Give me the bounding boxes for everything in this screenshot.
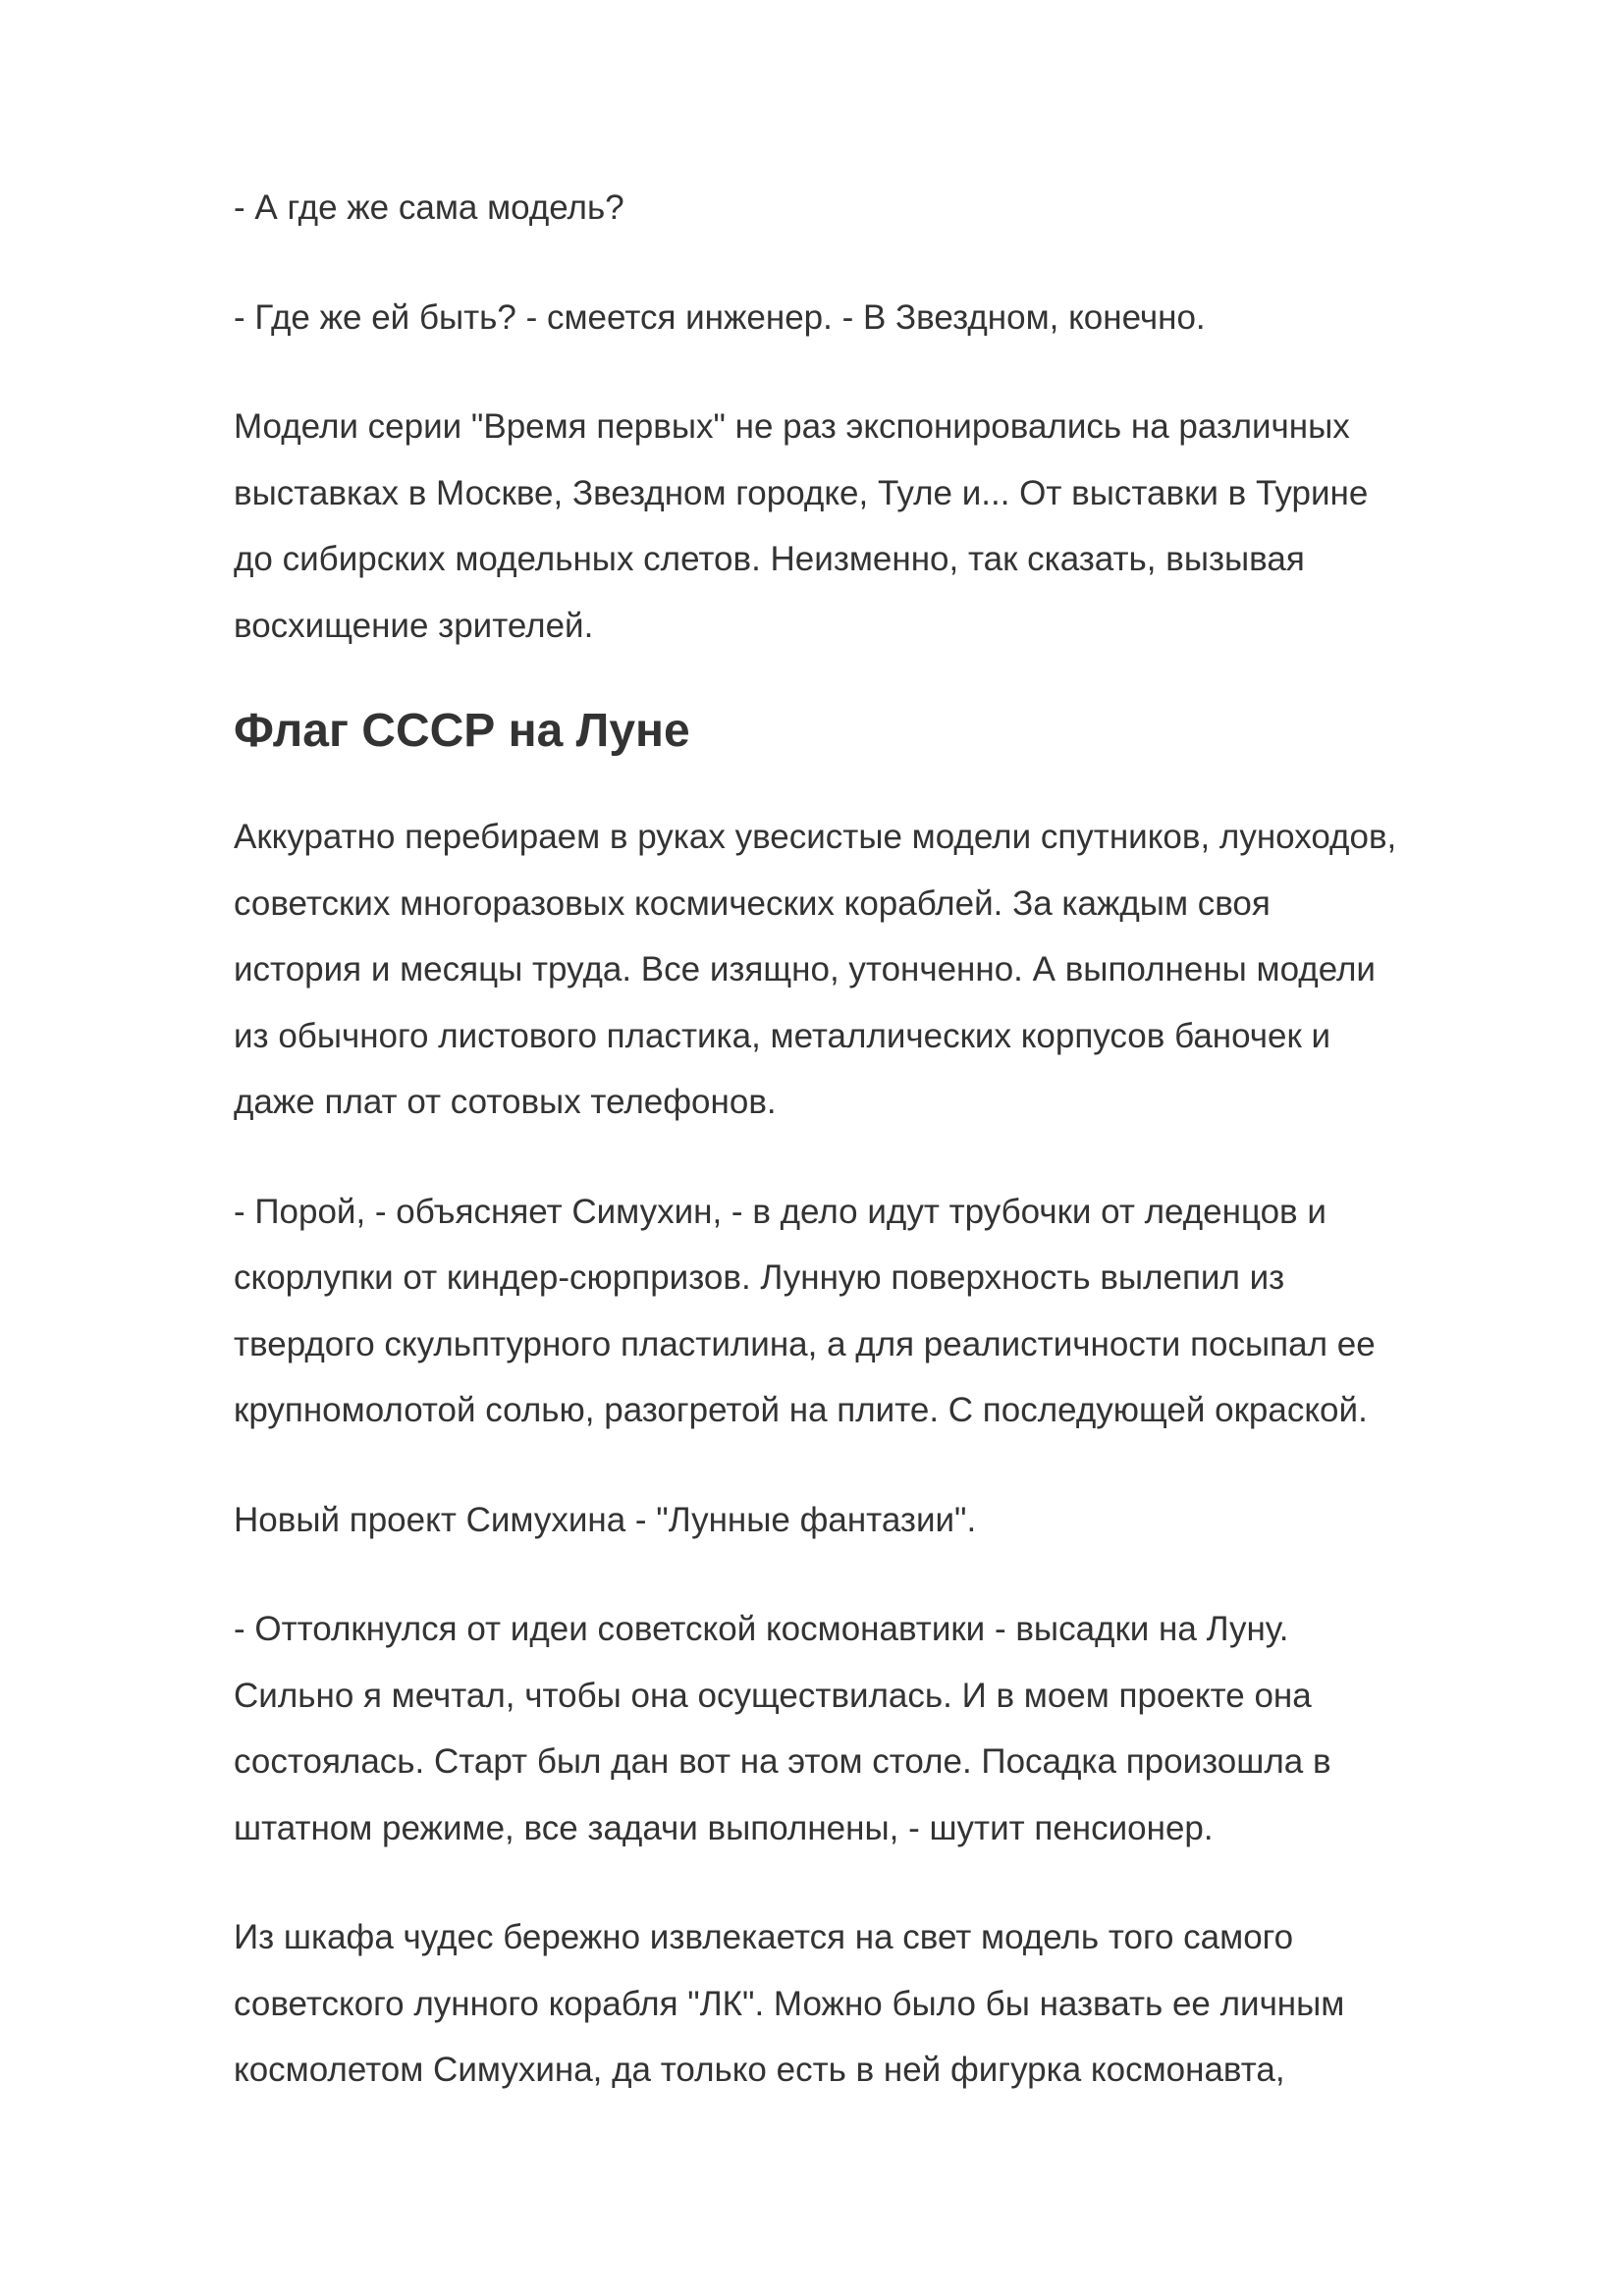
text-line: даже плат от сотовых телефонов. [234, 1083, 777, 1121]
text-line: советских многоразовых космических кораблей. За каждым своя [234, 883, 1271, 923]
section-heading: Флаг СССР на Луне [234, 705, 690, 757]
paragraph-materials [234, 1179, 1530, 1444]
text-line: - Оттолкнулся от идеи советской космонавтики - высадки на Луну. [234, 1610, 1289, 1648]
text-line: до сибирских модельных слетов. Неизменно, так сказать, вызывая [234, 540, 1305, 578]
text-line: история и месяцы труда. Все изящно, утонченно. А выполнены модели [234, 950, 1376, 988]
text-line: восхищение зрителей. [234, 606, 594, 645]
text-line: космолетом Симухина, да только есть в ней фигурка космонавта, [234, 2051, 1285, 2089]
text-line: Новый проект Симухина - "Лунные фантазии". [234, 1500, 977, 1539]
paragraph-answer [234, 285, 1530, 351]
paragraph-exhibitions [234, 394, 1530, 659]
paragraph-question [234, 175, 1530, 241]
text-line: Из шкафа чудес бережно извлекается на свет модель того самого [234, 1918, 1294, 1956]
text-line: советского лунного корабля "ЛК". Можно было бы назвать ее личным [234, 1984, 1345, 2023]
text-line: - Где же ей быть? - смеется инженер. - В Звездном, конечно. [234, 297, 1206, 337]
text-line: - Порой, - объясняет Симухин, - в дело идут трубочки от леденцов и [234, 1192, 1326, 1231]
text-line: штатном режиме, все задачи выполнены, - шутит пенсионер. [234, 1808, 1214, 1847]
text-line: выставках в Москве, Звездном городке, Туле и... От выставки в Турине [234, 473, 1369, 512]
text-line: Сильно я мечтал, чтобы она осуществилась. И в моем проекте она [234, 1676, 1312, 1715]
text-line: - А где же сама модель? [234, 188, 624, 227]
text-line: твердого скульптурного пластилина, а для реалистичности посыпал ее [234, 1324, 1376, 1363]
text-line: состоялась. Старт был дан вот на этом столе. Посадка произошла в [234, 1742, 1331, 1781]
text-line: скорлупки от киндер-сюрпризов. Лунную поверхность вылепил из [234, 1258, 1285, 1297]
text-line: Модели серии "Время первых" не раз экспонировались на различных [234, 407, 1350, 446]
text-line: из обычного листового пластика, металлических корпусов баночек и [234, 1016, 1331, 1055]
document-page [234, 175, 1530, 2147]
text-line: крупномолотой солью, разогретой на плите. С последующей окраской. [234, 1391, 1368, 1429]
text-line: Аккуратно перебираем в руках увесистые модели спутников, луноходов, [234, 818, 1397, 856]
paragraph-lk-ship [234, 1904, 1530, 2104]
paragraph-new-project [234, 1487, 1530, 1554]
paragraph-models [234, 804, 1530, 1136]
paragraph-moon-landing [234, 1596, 1530, 1861]
